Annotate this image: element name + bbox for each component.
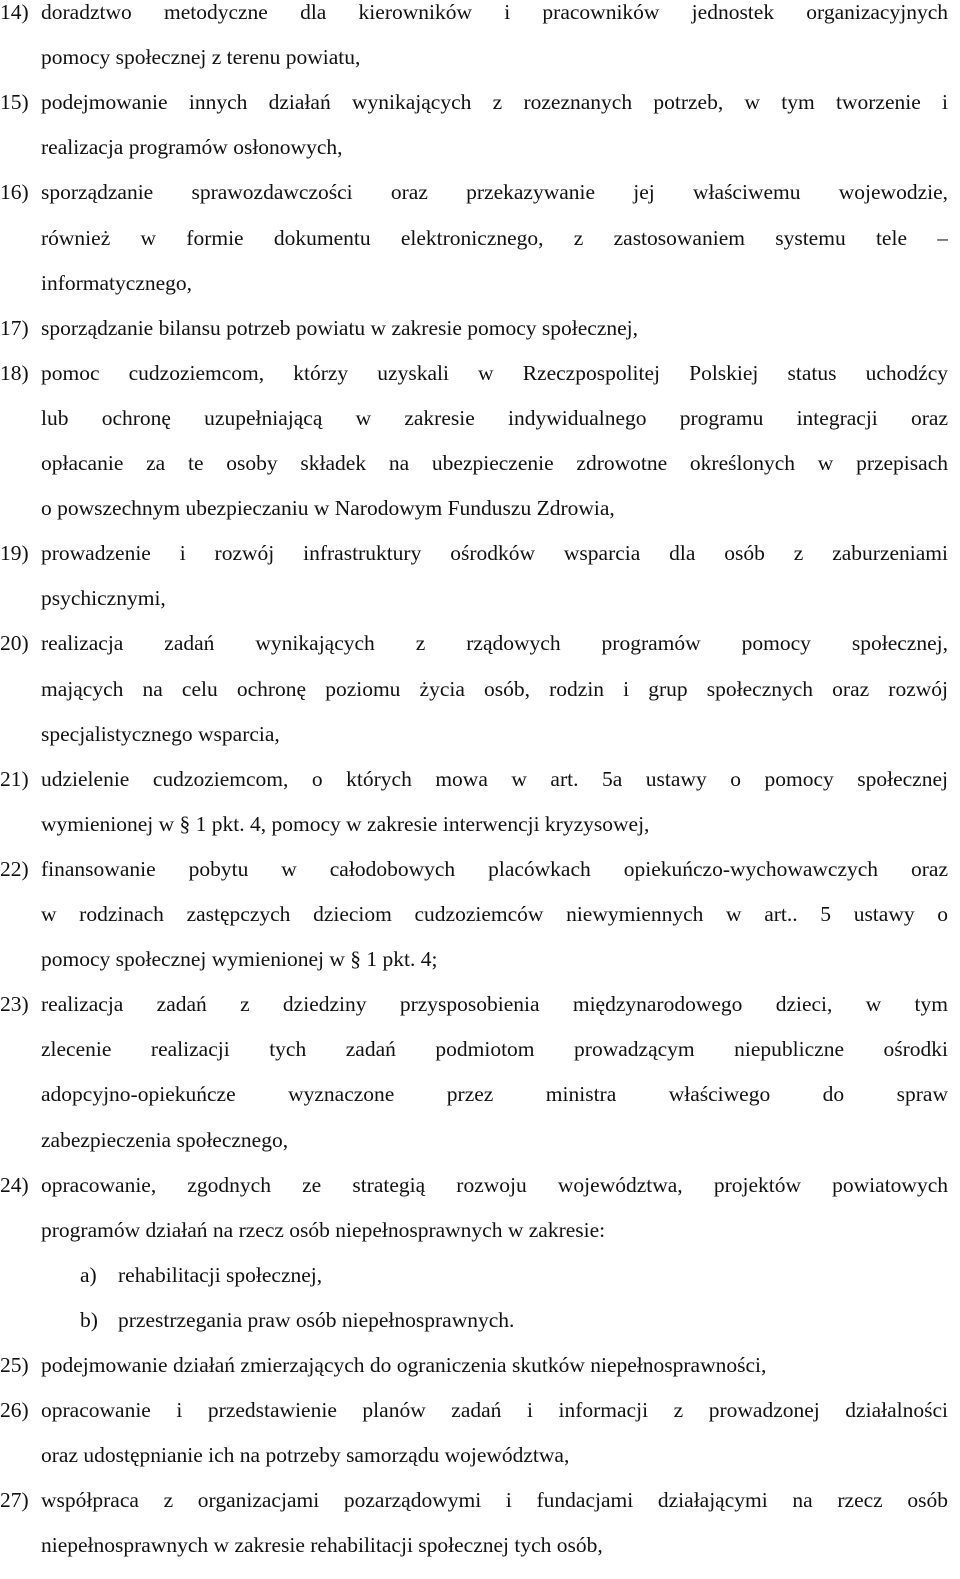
list-item-text: sporządzanie sprawozdawczości oraz przekazywanie jej właściwemu wojewodzie, [41, 180, 948, 205]
list-item [0, 1163, 948, 1208]
list-item-text: programów działań na rzecz osób niepełnosprawnych w zakresie: [41, 1217, 606, 1242]
list-item-text: pomocy społecznej wymienionej w § 1 pkt. 4; [41, 947, 438, 972]
list-item-text: opracowanie i przedstawienie planów zadań i informacji z prowadzonej działalności [41, 1398, 948, 1423]
list-item-text: adopcyjno-opiekuńcze wyznaczone przez ministra właściwego do spraw [41, 1082, 948, 1107]
list-item-number: 26) [0, 1398, 29, 1423]
list-item-continuation [41, 486, 948, 531]
list-item-number: 15) [0, 90, 29, 115]
sub-item-label: b) [80, 1307, 98, 1332]
list-item-text: realizacja zadań wynikających z rządowych programów pomocy społecznej, [41, 631, 948, 656]
list-item-text: wymienionej w § 1 pkt. 4, pomocy w zakresie interwencji kryzysowej, [41, 811, 650, 836]
list-item-text: lub ochronę uzupełniającą w zakresie indywidualnego programu integracji oraz [41, 405, 948, 430]
list-item-text: również w formie dokumentu elektronicznego, z zastosowaniem systemu tele – [41, 225, 948, 250]
list-item-text: opracowanie, zgodnych ze strategią rozwoju województwa, projektów powiatowych [41, 1172, 948, 1197]
list-item-continuation [41, 712, 948, 757]
list-item-text: podejmowanie innych działań wynikających z rozeznanych potrzeb, w tym tworzenie i [41, 90, 948, 115]
list-item-number: 16) [0, 180, 29, 205]
list-item-number: 19) [0, 541, 29, 566]
list-item-text: podejmowanie działań zmierzających do ograniczenia skutków niepełnosprawności, [41, 1353, 767, 1377]
list-item-text: sporządzanie bilansu potrzeb powiatu w zakresie pomocy społecznej, [41, 315, 639, 340]
sub-item-label: a) [80, 1262, 97, 1287]
list-item-text: informatycznego, [41, 270, 193, 295]
list-item-continuation [41, 892, 948, 937]
list-item-number: 20) [0, 631, 29, 656]
list-item-text: udzielenie cudzoziemcom, o których mowa w art. 5a ustawy o pomocy społecznej [41, 766, 948, 791]
list-item-text: zlecenie realizacji tych zadań podmiotom prowadzącym niepubliczne ośrodki [41, 1037, 948, 1062]
list-item-text: w rodzinach zastępczych dzieciom cudzoziemców niewymiennych w art.. 5 ustawy o [41, 902, 948, 926]
list-item-text: realizacja programów osłonowych, [41, 135, 343, 160]
list-item [0, 621, 948, 666]
list-item [0, 306, 948, 351]
list-item [0, 847, 948, 892]
list-item-continuation [41, 396, 948, 441]
list-item-text: oraz udostępnianie ich na potrzeby samorządu województwa, [41, 1443, 570, 1468]
sub-list-item [80, 1298, 948, 1343]
list-item-continuation [41, 35, 948, 80]
list-item-text: prowadzenie i rozwój infrastruktury ośrodków wsparcia dla osób z zaburzeniami [41, 541, 948, 566]
list-item-text: psychicznymi, [41, 586, 166, 611]
list-item-continuation [41, 216, 948, 261]
list-item [0, 531, 948, 576]
list-item-number: 24) [0, 1172, 29, 1197]
list-item-text: o powszechnym ubezpieczaniu w Narodowym Funduszu Zdrowia, [41, 496, 615, 521]
list-item-continuation [41, 125, 948, 170]
list-item-number: 27) [0, 1488, 29, 1513]
list-item-continuation [41, 1027, 948, 1072]
list-item-number: 22) [0, 856, 29, 881]
list-item [0, 982, 948, 1027]
list-item-continuation [41, 576, 948, 621]
list-item-number: 14) [0, 0, 29, 24]
list-item [0, 80, 948, 125]
list-item [0, 1478, 948, 1523]
list-item-continuation [41, 802, 948, 847]
sub-list-item [80, 1253, 948, 1298]
list-item-continuation [41, 261, 948, 306]
list-item-number: 17) [0, 315, 29, 340]
list-item-text: pomocy społecznej z terenu powiatu, [41, 45, 361, 70]
list-item-number: 23) [0, 992, 29, 1017]
list-item-continuation [41, 1523, 948, 1568]
list-item-continuation [41, 1118, 948, 1163]
list-item [0, 170, 948, 215]
list-item [0, 351, 948, 396]
list-item [0, 1388, 948, 1433]
list-item-continuation [41, 441, 948, 486]
list-item-number: 21) [0, 766, 29, 791]
list-item-text: realizacja zadań z dziedziny przysposobienia międzynarodowego dzieci, w tym [41, 992, 948, 1017]
list-item-text: zabezpieczenia społecznego, [41, 1127, 289, 1152]
list-item-number: 25) [0, 1353, 29, 1377]
list-item-text: rehabilitacji społecznej, [118, 1262, 323, 1287]
list-item-continuation [41, 1208, 948, 1253]
list-item-text: mających na celu ochronę poziomu życia osób, rodzin i grup społecznych oraz rozwój [41, 676, 948, 701]
list-item [0, 757, 948, 802]
list-item-continuation [41, 937, 948, 982]
list-item-text: opłacanie za te osoby składek na ubezpieczenie zdrowotne określonych w przepisach [41, 451, 948, 475]
list-item-text: niepełnosprawnych w zakresie rehabilitacji społecznej tych osób, [41, 1533, 603, 1558]
list-item-text: współpraca z organizacjami pozarządowymi i fundacjami działającymi na rzecz osób [41, 1488, 948, 1513]
list-item [0, 0, 948, 35]
list-item [0, 1343, 948, 1388]
list-item-text: przestrzegania praw osób niepełnosprawnych. [118, 1307, 515, 1332]
list-item-text: specjalistycznego wsparcia, [41, 721, 280, 746]
list-item-continuation [41, 1072, 948, 1117]
list-item-number: 18) [0, 360, 29, 385]
list-item-continuation [41, 1433, 948, 1478]
list-item-text: finansowanie pobytu w całodobowych placówkach opiekuńczo-wychowawczych oraz [41, 856, 948, 881]
list-item-text: doradztwo metodyczne dla kierowników i pracowników jednostek organizacyjnych [41, 0, 948, 24]
list-item-text: pomoc cudzoziemcom, którzy uzyskali w Rzeczpospolitej Polskiej status uchodźcy [41, 360, 948, 385]
list-item-continuation [41, 667, 948, 712]
